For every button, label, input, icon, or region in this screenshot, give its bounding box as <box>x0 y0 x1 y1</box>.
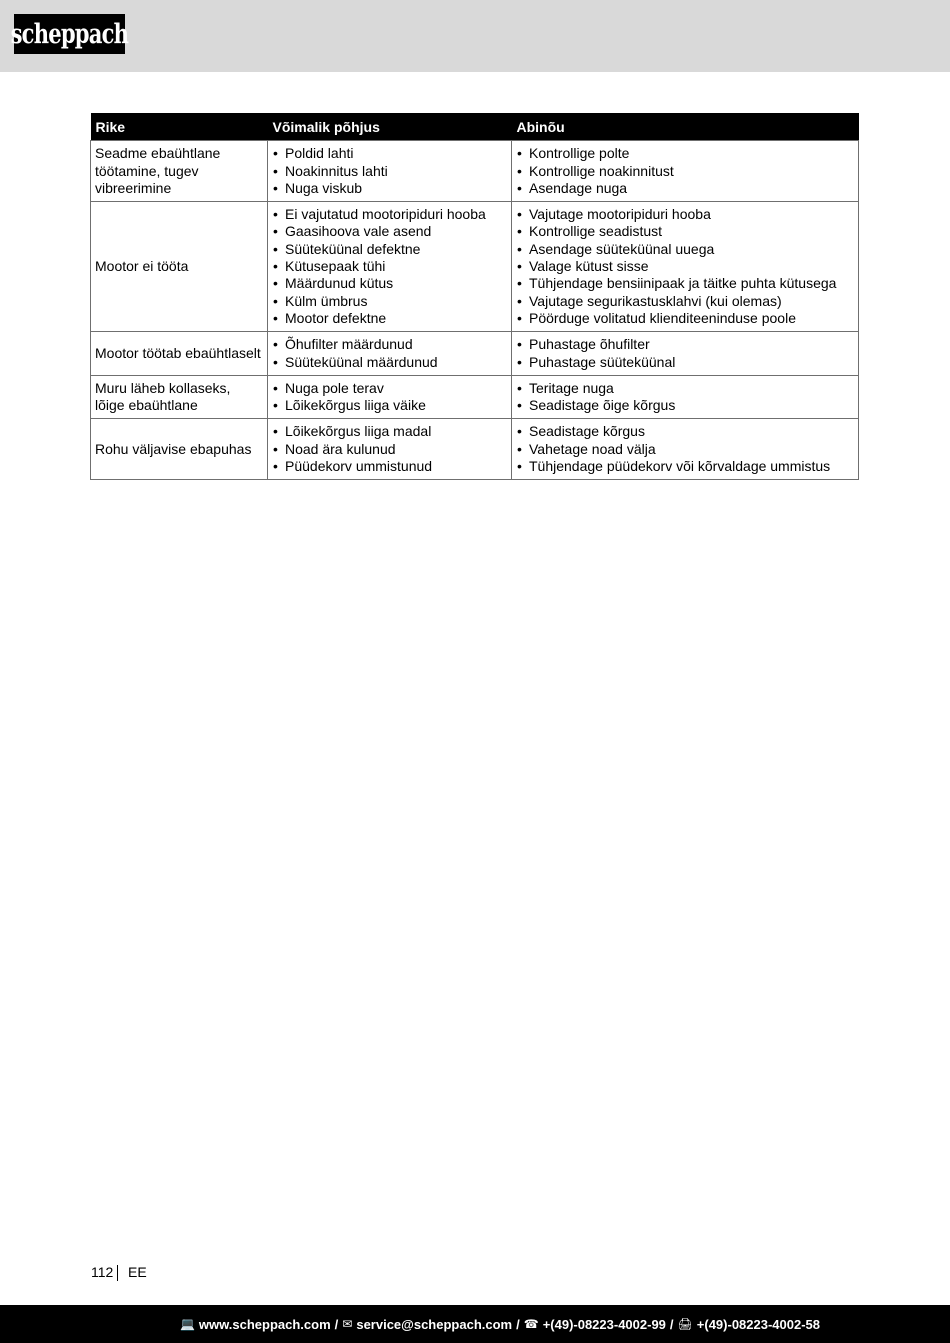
header-fault: Rike <box>91 113 268 141</box>
header-bar <box>0 0 950 72</box>
cause-item: • Lõikekõrgus liiga väike <box>272 397 507 414</box>
cause-item: • Nuga pole terav <box>272 380 507 397</box>
remedy-list <box>516 206 854 327</box>
remedy-item: • Vajutage segurikastusklahvi (kui olemas) <box>516 293 854 310</box>
remedy-item: • Teritage nuga <box>516 380 854 397</box>
cause-list <box>272 206 507 327</box>
table-row <box>91 332 859 376</box>
table-header-row <box>91 113 859 141</box>
cause-list <box>272 145 507 197</box>
remedy-item: • Kontrollige seadistust <box>516 223 854 240</box>
cause-item: • Õhufilter määrdunud <box>272 336 507 353</box>
mail-icon: ✉ <box>342 1317 353 1331</box>
table-row <box>91 141 859 202</box>
remedy-cell <box>512 419 859 480</box>
fault-cell: Muru läheb kollaseks, lõige ebaühtlane <box>91 375 268 419</box>
computer-icon: 💻 <box>179 1317 195 1331</box>
cause-list <box>272 423 507 475</box>
footer-email[interactable]: service@scheppach.com <box>356 1316 513 1332</box>
language-code: EE <box>128 1264 147 1280</box>
remedy-item: • Asendage nuga <box>516 180 854 197</box>
footer-fax: +(49)-08223-4002-58 <box>696 1316 821 1332</box>
remedy-item: • Kontrollige polte <box>516 145 854 162</box>
page-number-divider <box>117 1265 118 1281</box>
fax-icon: 🖨 <box>677 1317 693 1331</box>
footer-bar <box>0 1305 950 1343</box>
cause-cell <box>268 375 512 419</box>
cause-item: • Süüteküünal defektne <box>272 241 507 258</box>
table-row <box>91 419 859 480</box>
remedy-item: • Vajutage mootoripiduri hooba <box>516 206 854 223</box>
remedy-item: • Puhastage õhufilter <box>516 336 854 353</box>
remedy-item: • Tühjendage püüdekorv või kõrvaldage ummistus <box>516 458 854 475</box>
remedy-item: • Seadistage õige kõrgus <box>516 397 854 414</box>
page-number: 112 <box>91 1264 114 1280</box>
cause-item: • Määrdunud kütus <box>272 275 507 292</box>
remedy-cell <box>512 202 859 332</box>
cause-item: • Noad ära kulunud <box>272 441 507 458</box>
cause-cell <box>268 332 512 376</box>
remedy-list <box>516 380 854 415</box>
remedy-list <box>516 145 854 197</box>
cause-list <box>272 336 507 371</box>
header-remedy: Abinõu <box>512 113 859 141</box>
cause-item: • Poldid lahti <box>272 145 507 162</box>
cause-item: • Süüteküünal määrdunud <box>272 354 507 371</box>
fault-cell: Seadme ebaühtlane töötamine, tugev vibreerimine <box>91 141 268 202</box>
remedy-list <box>516 336 854 371</box>
remedy-item: • Valage kütust sisse <box>516 258 854 275</box>
cause-item: • Nuga viskub <box>272 180 507 197</box>
remedy-item: • Kontrollige noakinnitust <box>516 163 854 180</box>
remedy-item: • Pöörduge volitatud klienditeeninduse poole <box>516 310 854 327</box>
footer-separator: / <box>669 1316 674 1332</box>
remedy-item: • Tühjendage bensiinipaak ja täitke puhta kütusega <box>516 275 854 292</box>
cause-item: • Kütusepaak tühi <box>272 258 507 275</box>
footer-separator: / <box>334 1316 339 1332</box>
table-row <box>91 202 859 332</box>
footer-separator: / <box>516 1316 520 1332</box>
fault-cell: Mootor töötab ebaühtlaselt <box>91 332 268 376</box>
cause-list <box>272 380 507 415</box>
cause-cell <box>268 419 512 480</box>
remedy-item: • Seadistage kõrgus <box>516 423 854 440</box>
cause-item: • Püüdekorv ummistunud <box>272 458 507 475</box>
header-cause: Võimalik põhjus <box>268 113 512 141</box>
scheppach-logo: scheppach <box>14 14 125 54</box>
fault-cell: Mootor ei tööta <box>91 202 268 332</box>
table-row <box>91 375 859 419</box>
cause-item: • Külm ümbrus <box>272 293 507 310</box>
footer-phone: +(49)-08223-4002-99 <box>542 1316 666 1332</box>
cause-item: • Lõikekõrgus liiga madal <box>272 423 507 440</box>
remedy-list <box>516 423 854 475</box>
remedy-item: • Puhastage süüteküünal <box>516 354 854 371</box>
fault-cell: Rohu väljavise ebapuhas <box>91 419 268 480</box>
remedy-item: • Vahetage noad välja <box>516 441 854 458</box>
remedy-item: • Asendage süüteküünal uuega <box>516 241 854 258</box>
cause-item: • Mootor defektne <box>272 310 507 327</box>
cause-item: • Gaasihoova vale asend <box>272 223 507 240</box>
cause-item: • Ei vajutatud mootoripiduri hooba <box>272 206 507 223</box>
troubleshooting-table <box>90 113 859 480</box>
cause-cell <box>268 202 512 332</box>
remedy-cell <box>512 375 859 419</box>
remedy-cell <box>512 332 859 376</box>
cause-cell <box>268 141 512 202</box>
cause-item: • Noakinnitus lahti <box>272 163 507 180</box>
footer-website[interactable]: www.scheppach.com <box>198 1316 331 1332</box>
remedy-cell <box>512 141 859 202</box>
phone-icon: ☎ <box>523 1317 539 1331</box>
